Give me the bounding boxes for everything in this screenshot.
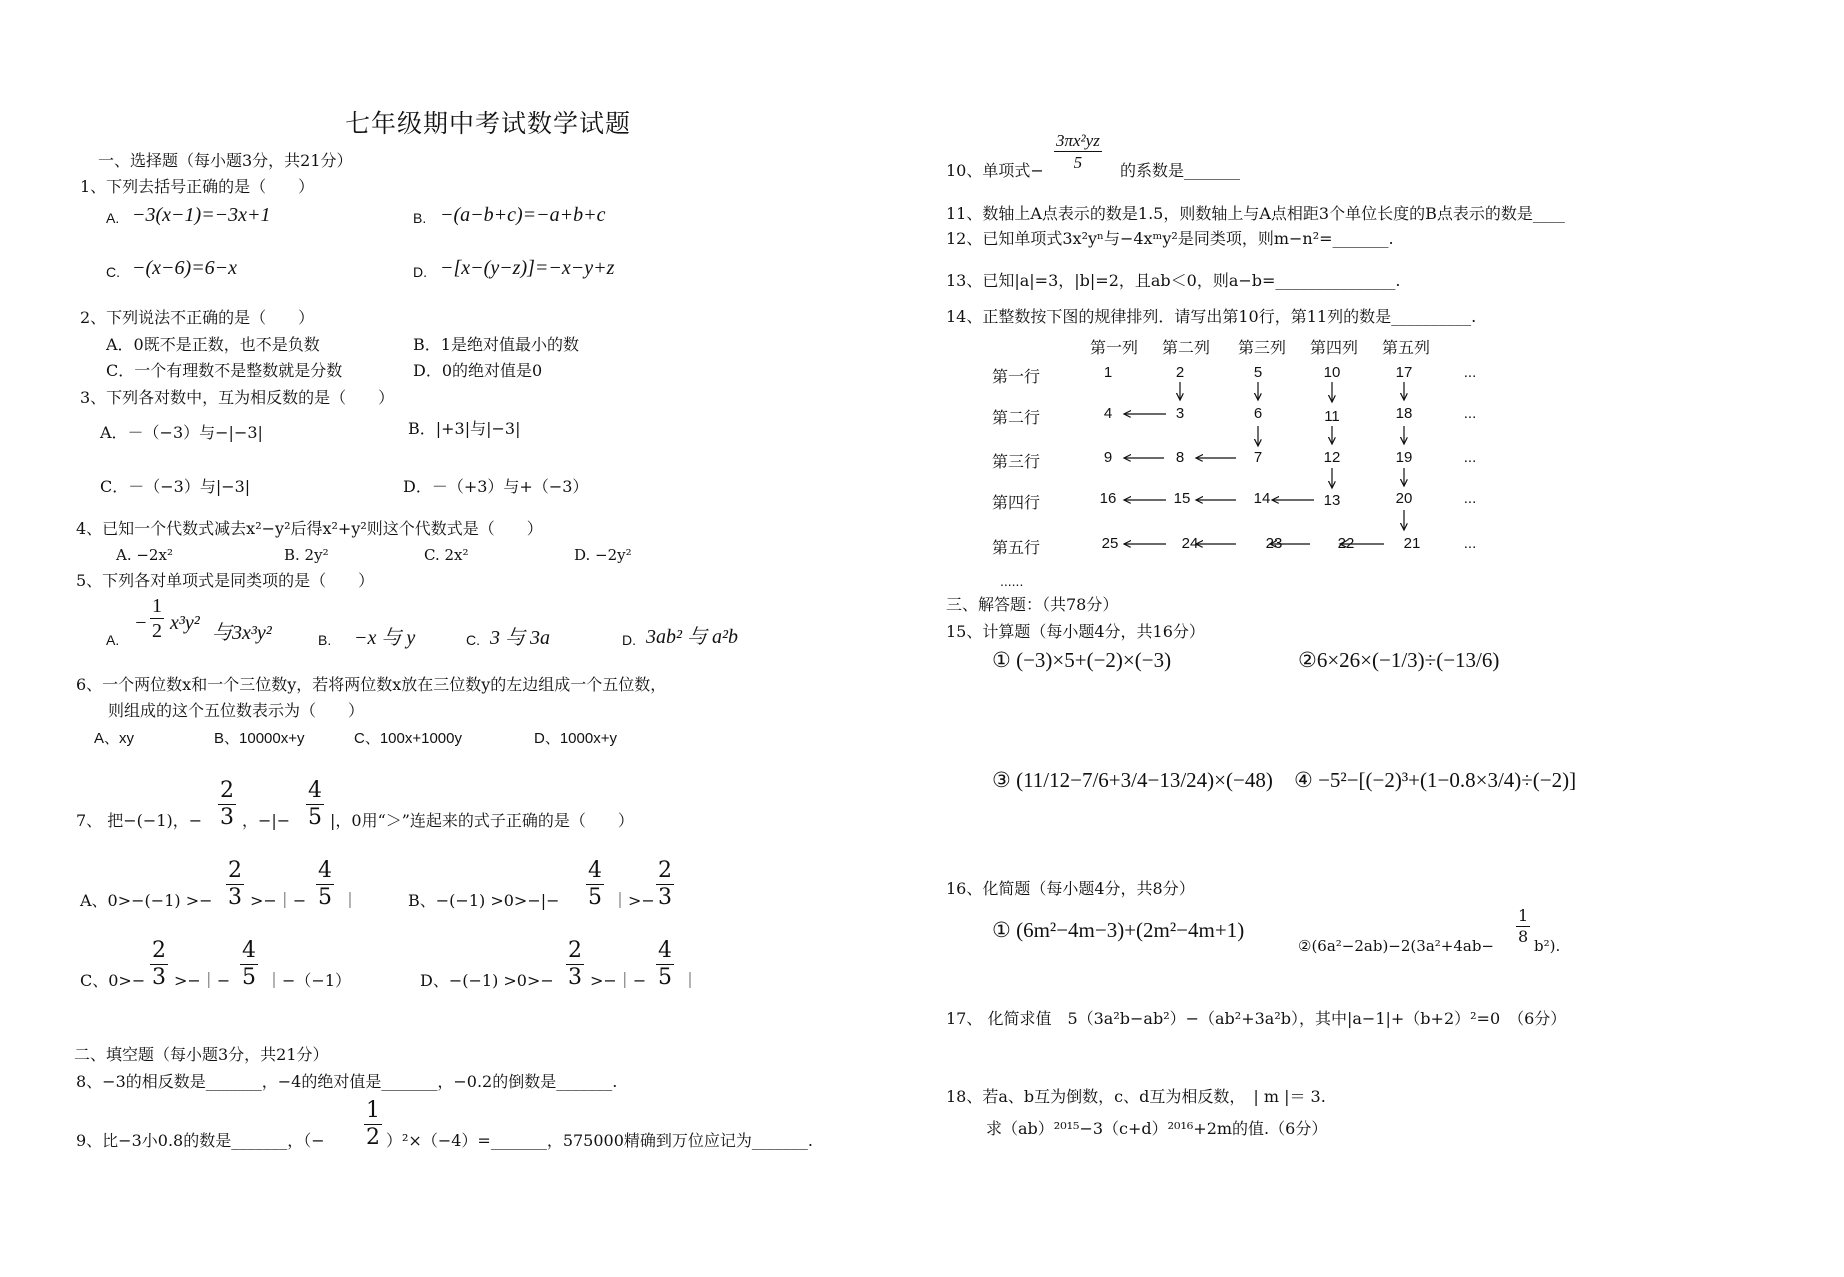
q1-option-d: −[x−(y−z)]=−x−y+z xyxy=(440,257,615,279)
q5-stem: 5、下列各对单项式是同类项的是（ ） xyxy=(76,571,375,590)
q7d-frac-4-5: $\frac{4}{5}$ xyxy=(658,938,672,990)
q7-option-a: A、0>−(−1) >− xyxy=(80,891,213,910)
col-label-4: 第四列 xyxy=(1310,338,1359,357)
q1-option-b: −(a−b+c)=−a+b+c xyxy=(440,204,606,226)
q5-option-a-label: A. xyxy=(106,632,120,648)
q18-line2: 求（ab）²⁰¹⁵−3（c+d）²⁰¹⁶+2m的值.（6分） xyxy=(986,1119,1328,1138)
grid-cell: 5 xyxy=(1253,364,1263,381)
col-label-5: 第五列 xyxy=(1382,338,1431,357)
q5-option-c: 3 与 3a xyxy=(490,627,550,649)
q3-option-d: D．－（+3）与+（−3） xyxy=(403,477,589,496)
q7c-frac-2-3: $\frac{2}{3}$ xyxy=(152,938,166,990)
q1-option-d-label: D. xyxy=(413,264,427,280)
q6-option-b: B、10000x+y xyxy=(214,730,305,747)
q4-option-a: A. −2x² xyxy=(116,546,173,564)
q2-option-a: A．0既不是正数，也不是负数 xyxy=(106,335,320,354)
q7-option-c: C、0>− xyxy=(80,971,146,990)
grid-cell: 19 xyxy=(1395,449,1413,466)
grid-cell: 12 xyxy=(1323,449,1341,466)
q7-stem-end: |，0用“＞”连起来的式子正确的是（ ） xyxy=(330,811,634,830)
q15-2: ②6×26×(−1/3)÷(−13/6) xyxy=(1298,648,1500,672)
q7-option-b: B、−(−1) >0>−|− xyxy=(408,891,560,910)
q12: 12、已知单项式3x²yⁿ与−4xᵐy²是同类项，则m−n²=_______. xyxy=(946,229,1394,248)
q10-part2: 的系数是_______ xyxy=(1120,161,1241,180)
grid-cell: 4 xyxy=(1103,405,1113,422)
q3-option-c: C．－（−3）与|−3| xyxy=(100,477,251,496)
q15: 15、计算题（每小题4分，共16分） xyxy=(946,622,1205,641)
q9-part1: 9、比−3小0.8的数是_______，（− xyxy=(76,1131,325,1150)
section2-heading: 二、填空题（每小题3分，共21分） xyxy=(74,1045,329,1064)
q6-option-a: A、xy xyxy=(94,730,135,747)
q9-frac-half: $\frac{1}{2}$ xyxy=(366,1098,380,1150)
grid-cell: 6 xyxy=(1253,405,1263,422)
col-label-2: 第二列 xyxy=(1162,338,1211,357)
grid-cell: 1 xyxy=(1103,364,1113,381)
q16: 16、化简题（每小题4分，共8分） xyxy=(946,879,1195,898)
q9-part2: ）²×（−4）=_______，575000精确到万位应记为_______. xyxy=(386,1131,813,1150)
q5-option-d-label: D. xyxy=(622,632,636,648)
grid-cell: 7 xyxy=(1253,449,1263,466)
q2-stem: 2、下列说法不正确的是（ ） xyxy=(80,308,315,327)
grid-cell: 9 xyxy=(1103,449,1113,466)
grid-cell: 25 xyxy=(1101,535,1119,552)
q4-option-c: C. 2x² xyxy=(424,546,469,564)
q7-option-d: D、−(−1) >0>− xyxy=(420,971,554,990)
q7b-frac-4-5: $\frac{4}{5}$ xyxy=(588,858,602,910)
q16-frac-1-8: $\frac{1}{8}$ xyxy=(1518,906,1529,946)
q1-stem: 1、下列去括号正确的是（ ） xyxy=(80,177,315,196)
q15-1: ① (−3)×5+(−2)×(−3) xyxy=(992,648,1172,672)
q11: 11、数轴上A点表示的数是1.5，则数轴上与A点相距3个单位长度的B点表示的数是____ xyxy=(946,204,1565,223)
q16-2-part1: ②(6a²−2ab)−2(3a²+4ab− xyxy=(1298,937,1494,955)
q4-stem: 4、已知一个代数式减去x²−y²后得x²+y²则这个代数式是（ ） xyxy=(76,519,543,538)
q5-fraction-half: $\frac{1}{2}$ xyxy=(152,595,162,642)
q3-option-a: A．－（−3）与−|−3| xyxy=(100,423,263,442)
q5-option-a-term2: 与3x³y² xyxy=(212,622,272,644)
q7a-frac-2-3: $\frac{2}{3}$ xyxy=(228,858,242,910)
q17: 17、 化简求值 5（3a²b−ab²）−（ab²+3a²b），其中|a−1|+（b+2）²=0 （6分） xyxy=(946,1009,1567,1028)
grid-cell: 24 xyxy=(1181,535,1199,552)
col-label-3: 第三列 xyxy=(1238,338,1287,357)
q5-option-b-label: B. xyxy=(318,632,332,648)
q4-option-d: D. −2y² xyxy=(574,546,632,564)
q7b-frac-2-3: $\frac{2}{3}$ xyxy=(658,858,672,910)
grid-cell: 11 xyxy=(1324,408,1340,425)
q1-option-a: −3(x−1)=−3x+1 xyxy=(132,204,271,226)
q2-option-c: C．一个有理数不是整数就是分数 xyxy=(106,361,343,380)
section1-heading: 一、选择题（每小题3分，共21分） xyxy=(98,151,353,170)
q4-option-b: B. 2y² xyxy=(284,546,329,564)
q16-2-part2: b²). xyxy=(1534,937,1561,955)
grid-cell: 15 xyxy=(1173,490,1191,507)
q6-option-d: D、1000x+y xyxy=(534,730,617,747)
grid-more: ...... xyxy=(1000,573,1024,589)
grid-cell: 10 xyxy=(1323,364,1341,381)
right-column xyxy=(930,0,1844,1277)
q15-3: ③ (11/12−7/6+3/4−13/24)×(−48) xyxy=(992,768,1273,792)
row-label-5: 第五行 xyxy=(992,538,1041,557)
q18-line1: 18、若a、b互为倒数，c、d互为相反数， | m |＝ 3. xyxy=(946,1087,1326,1106)
grid-cell: 3 xyxy=(1175,405,1185,422)
q7c-frac-4-5: $\frac{4}{5}$ xyxy=(242,938,256,990)
row-label-1: 第一行 xyxy=(992,367,1041,386)
q3-stem: 3、下列各对数中，互为相反数的是（ ） xyxy=(80,388,395,407)
q3-option-b: B．|+3|与|−3| xyxy=(408,419,521,438)
q6-option-c: C、100x+1000y xyxy=(354,730,462,747)
q10-part1: 10、单项式− xyxy=(946,161,1044,180)
q15-4: ④ −5²−[(−2)³+(1−0.8×3/4)÷(−2)] xyxy=(1294,768,1577,792)
grid-cell: 13 xyxy=(1323,492,1341,509)
q6-stem-2: 则组成的这个五位数表示为（ ） xyxy=(108,701,365,720)
q7-stem: 7、 把−(−1)，− xyxy=(76,811,203,830)
grid-cell: 18 xyxy=(1395,405,1413,422)
q5-option-d: 3ab² 与 a²b xyxy=(646,626,738,648)
left-column: 七年级期中考试数学试题 一、选择题（每小题3分，共21分） 1、下列去括号正确的是（ ） A. −3(x−1)=−3x+1 B. −(a−b+c)=−a+b+c C. −(x−6)=6−x D. −[x−(y−z)]=−x−y+z 2、下列说法不正确的是（ ） A．0既不是正数，也不是负数 B．1是绝对值最小的数 C．一个有理数不是整数就是分数 D．0的绝对值是0 3、下列各对数中，互为相反数的是（ ） A．－（−3）与−|−3| B．|+3|与|−3| C．－（−3）与|−3| D．－（+3）与+（−3） 4、已知一个代数式减去x²−y²后得x²+y²则这个代数式是（ ） A. −2x² B. 2y² C. 2x² D. −2y² 5、下列各对单项式是同类项的是（ ） A. − $\frac{1}{2}$ x³y² 与3x³y² B. −x 与 y C. 3 与 3a D. 3ab² 与 a²b 6、一个两位数x和一个三位数y，若将两位数x放在三位数y的左边组成一个五位数， 则组成的这个五位数表示为（ ） A、xy B、10000x+y C、100x+1000y D、1000x+y 7、 把−(−1)，− $\frac{2}{3}$ ，−|− $\frac{4}{5}$ |，0用“＞”连起来的式子正确的是（ ） A、0>−(−1) >− $\frac{2}{3}$ >−｜− $\frac{4}{5}$ ｜ B、−(−1) >0>−|− $\frac{4}{5}$ ｜>− $\frac{2}{3}$ C、0>− $\frac{2}{3}$ >−｜− $\frac{4}{5}$ ｜−（−1） D、−(−1) >0>− $\frac{2}{3}$ >−｜− $\frac{4}{5}$ ｜ 二、填空题（每小题3分，共21分） 8、−3的相反数是_______，−4的绝对值是_______，−0.2的倒数是_______. 9、比−3小0.8的数是_______，（− $\frac{1}{2}$ ）²×（−4）=_______，575000精确到万位应记为_______. xyxy=(74,109,813,1150)
q1-option-a-label: A. xyxy=(106,210,120,226)
grid-cell: ... xyxy=(1463,405,1477,422)
grid-cell: ... xyxy=(1463,535,1477,552)
grid-cell: 20 xyxy=(1395,490,1413,507)
q7d-frac-2-3: $\frac{2}{3}$ xyxy=(568,938,582,990)
col-label-1: 第一列 xyxy=(1090,338,1139,357)
grid-cell: ... xyxy=(1463,364,1477,381)
q16-1: ① (6m²−4m−3)+(2m²−4m+1) xyxy=(992,918,1245,942)
q2-option-b: B．1是绝对值最小的数 xyxy=(413,335,579,354)
q1-option-c-label: C. xyxy=(106,264,120,280)
grid-cell: ... xyxy=(1463,449,1477,466)
q7a-frac-4-5: $\frac{4}{5}$ xyxy=(318,858,332,910)
row-label-2: 第二行 xyxy=(992,408,1041,427)
grid-cell: 8 xyxy=(1175,449,1185,466)
grid-cell: ... xyxy=(1463,490,1477,507)
grid-cell: 23 xyxy=(1265,535,1283,552)
q7-frac-4-5: $\frac{4}{5}$ xyxy=(308,778,322,830)
q2-option-d: D．0的绝对值是0 xyxy=(413,361,543,380)
grid-cell: 17 xyxy=(1395,364,1413,381)
grid-cell: 14 xyxy=(1253,490,1271,507)
grid-cell: 2 xyxy=(1175,364,1185,381)
section3-heading: 三、解答题：（共78分） xyxy=(946,595,1119,614)
q5-option-b: −x 与 y xyxy=(354,627,416,649)
grid-cell: 22 xyxy=(1337,535,1355,552)
q5-option-a-term: x³y² xyxy=(170,612,200,634)
q7-stem-mid: ，−|− xyxy=(242,811,291,830)
q1-option-b-label: B. xyxy=(413,210,427,226)
q13: 13、已知|a|=3，|b|=2，且ab＜0，则a−b=_______________. xyxy=(946,271,1401,290)
grid-cell: 16 xyxy=(1099,490,1117,507)
q8: 8、−3的相反数是_______，−4的绝对值是_______，−0.2的倒数是_______. xyxy=(76,1072,618,1091)
q14: 14、正整数按下图的规律排列．请写出第10行，第11列的数是__________. xyxy=(946,307,1477,326)
grid-cell: 21 xyxy=(1403,535,1421,552)
q10-monomial: $\frac{\text{3πx²yz}}{5}$ xyxy=(1056,131,1100,172)
q6-stem: 6、一个两位数x和一个三位数y，若将两位数x放在三位数y的左边组成一个五位数， xyxy=(76,675,667,694)
q7-frac-2-3: $\frac{2}{3}$ xyxy=(220,778,234,830)
row-label-4: 第四行 xyxy=(992,493,1041,512)
row-label-3: 第三行 xyxy=(992,452,1041,471)
q1-option-c: −(x−6)=6−x xyxy=(132,257,238,279)
page-title: 七年级期中考试数学试题 xyxy=(345,109,632,138)
q5-option-c-label: C. xyxy=(466,632,480,648)
